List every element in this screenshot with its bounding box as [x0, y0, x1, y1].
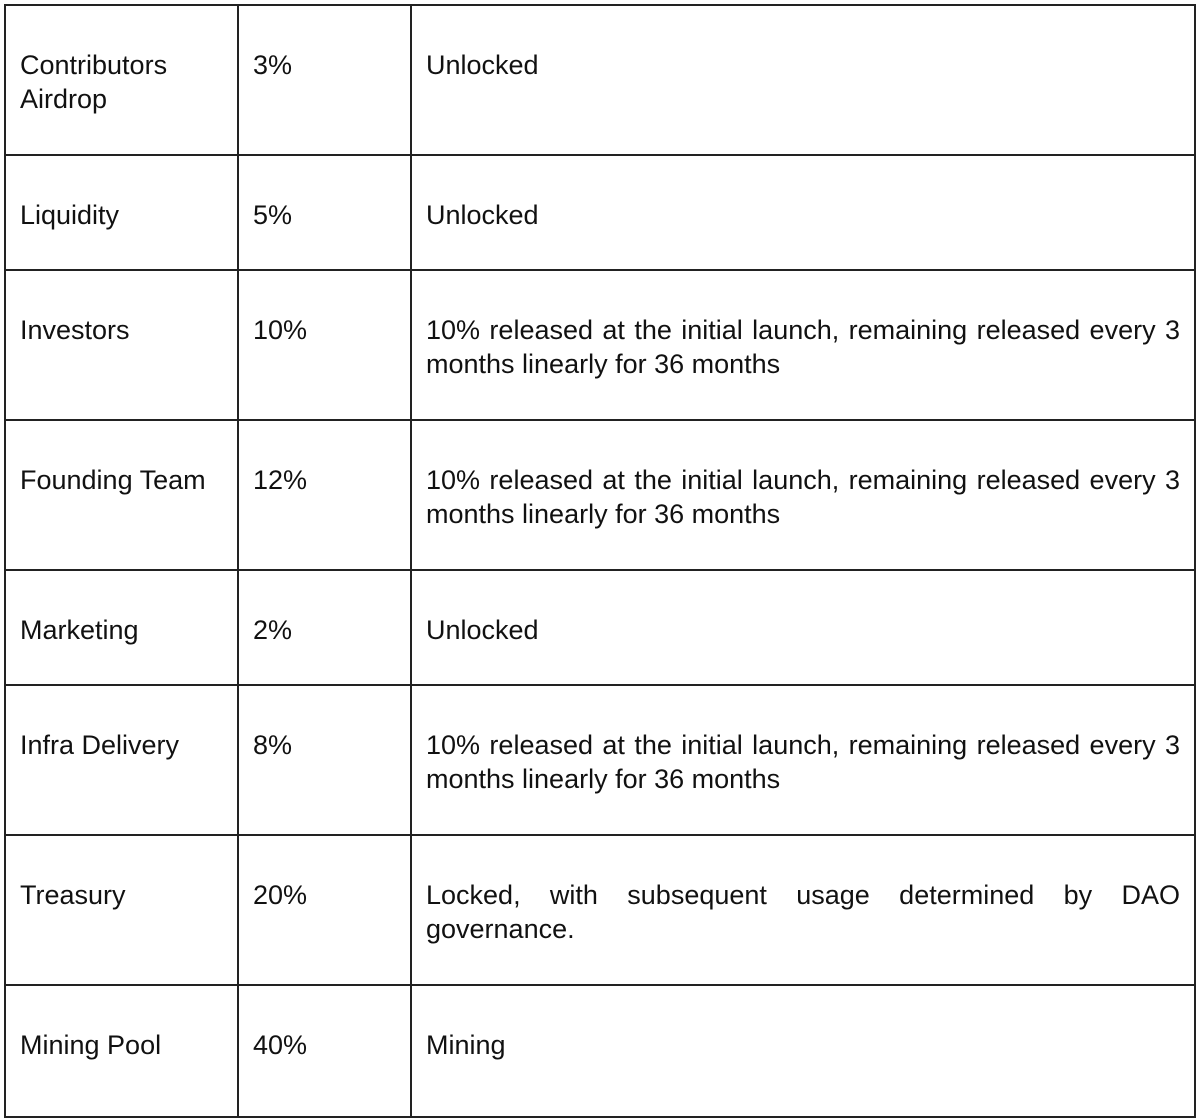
- release-cell: 10% released at the initial launch, remaining released every 3 months linearly for 36 months: [411, 420, 1195, 570]
- share-cell: 3%: [238, 5, 411, 155]
- category-cell: Liquidity: [5, 155, 238, 270]
- table-row: [5, 835, 1195, 985]
- category-cell: Mining Pool: [5, 985, 238, 1117]
- allocation-table: [4, 4, 1196, 1118]
- share-cell: 8%: [238, 685, 411, 835]
- table-row: [5, 5, 1195, 155]
- release-cell: Unlocked: [411, 155, 1195, 270]
- category-cell: Infra Delivery: [5, 685, 238, 835]
- table-row: [5, 685, 1195, 835]
- share-cell: 10%: [238, 270, 411, 420]
- table-row: [5, 570, 1195, 685]
- category-cell: Treasury: [5, 835, 238, 985]
- share-cell: 20%: [238, 835, 411, 985]
- share-cell: 40%: [238, 985, 411, 1117]
- release-cell: 10% released at the initial launch, remaining released every 3 months linearly for 36 months: [411, 270, 1195, 420]
- table-row: [5, 270, 1195, 420]
- release-cell: Locked, with subsequent usage determined by DAO governance.: [411, 835, 1195, 985]
- category-cell: Founding Team: [5, 420, 238, 570]
- release-cell: Mining: [411, 985, 1195, 1117]
- table-row: [5, 155, 1195, 270]
- release-cell: Unlocked: [411, 570, 1195, 685]
- category-cell: Contributors Airdrop: [5, 5, 238, 155]
- share-cell: 12%: [238, 420, 411, 570]
- category-cell: Investors: [5, 270, 238, 420]
- release-cell: 10% released at the initial launch, remaining released every 3 months linearly for 36 months: [411, 685, 1195, 835]
- share-cell: 2%: [238, 570, 411, 685]
- table-row: [5, 985, 1195, 1117]
- share-cell: 5%: [238, 155, 411, 270]
- table-row: [5, 420, 1195, 570]
- release-cell: Unlocked: [411, 5, 1195, 155]
- category-cell: Marketing: [5, 570, 238, 685]
